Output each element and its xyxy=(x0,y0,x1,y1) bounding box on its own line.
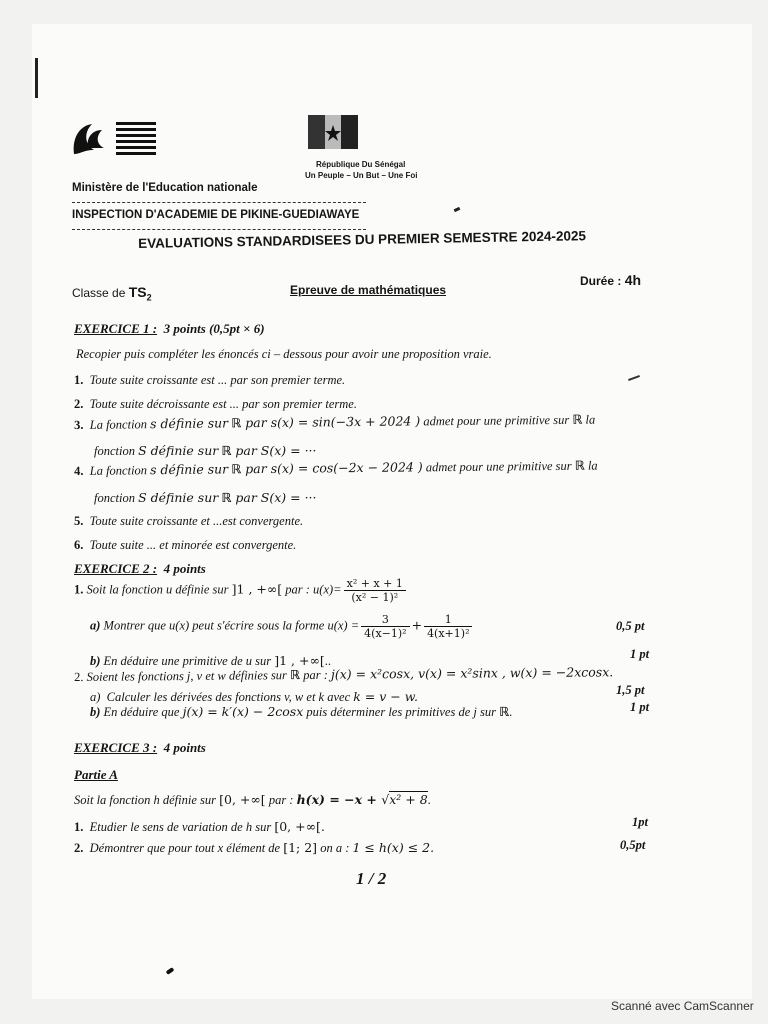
ex2-item-2a: a) Calculer les dérivées des fonctions v, w et k avec k = v − w. xyxy=(90,689,418,704)
divider xyxy=(72,229,366,230)
class-label: Classe de $TS_2$ xyxy=(72,284,152,303)
camscanner-watermark: Scanné avec CamScanner xyxy=(611,999,754,1013)
part-a-heading: Partie A xyxy=(74,767,118,782)
ex1-item-5: 5. Toute suite croissante et ...est convergente. xyxy=(74,514,304,528)
exercise-1-intro: Recopier puis compléter les énoncés ci – dessous pour avoir une proposition vraie. xyxy=(76,347,492,361)
ex2-item-1b-points: 1 pt xyxy=(630,647,650,661)
ex3-item-2: 2. Démontrer que pour tout x élément de [1; 2] on a : 1 ≤ h(x) ≤ 2. xyxy=(74,840,435,855)
scan-margin-mark xyxy=(35,58,38,98)
ex1-item-4-cont: fonction S définie sur ℝ par S(x) = ··· xyxy=(94,490,317,505)
ex2-item-2: 2. Soient les fonctions j, v et w définies sur ℝ par : j(x) = x²cosx, v(x) = x²sinx , w(x) = −2xcosx. xyxy=(74,664,614,684)
ex2-item-2b: b) En déduire que j(x) = k′(x) − 2cosx puis déterminer les primitives de j sur ℝ. xyxy=(90,704,513,719)
exercise-1-heading: EXERCICE 1 : 3 points (0,5pt × 6) xyxy=(74,321,265,336)
republic-label: République Du Sénégal xyxy=(316,160,406,169)
exercise-3-heading: EXERCICE 3 : 4 points xyxy=(74,740,206,755)
ex3-item-1-points: 1pt xyxy=(632,815,648,829)
divider xyxy=(72,202,366,203)
ex2-item-2b-points: 1 pt xyxy=(630,700,650,714)
ex1-item-2: 2. Toute suite décroissante est ... par son premier terme. xyxy=(74,397,357,411)
ministry-logo xyxy=(70,118,160,160)
page-number: 1 / 2 xyxy=(356,869,387,888)
ex2-item-1a-points: 0,5 pt xyxy=(616,619,645,633)
ex2-item-1a: a) Montrer que u(x) peut s'écrire sous la forme u(x) = $\frac{3}{\text{4(x−1)²}}$ + $\frac{1}{\text{4(x+1)²}}$ xyxy=(90,613,474,640)
subject-label: Epreuve de mathématiques xyxy=(290,283,447,297)
inspection-label: INSPECTION D'ACADEMIE DE PIKINE-GUEDIAWAYE xyxy=(72,209,360,221)
senegal-flag-icon xyxy=(308,115,358,149)
ex2-item-2a-points: 1,5 pt xyxy=(616,683,645,697)
ex2-item-1b: b) En déduire une primitive de u sur ]1 , +∞[.. xyxy=(90,653,331,668)
duration-label: Durée : 4h xyxy=(580,272,642,288)
ex1-item-1: 1. Toute suite croissante est ... par son premier terme. xyxy=(74,373,346,387)
exam-title: EVALUATIONS STANDARDISEES DU PREMIER SEMESTRE 2024-2025 xyxy=(138,228,587,251)
ex3-item-2-points: 0,5pt xyxy=(620,838,646,852)
ex1-item-4: 4. La fonction s définie sur ℝ par s(x) = cos(−2x − 2024 ) admet pour une primitive sur ℝ la xyxy=(74,457,598,478)
ex2-item-1: 1. Soit la fonction u définie sur ]1 , +∞[ par : u(x)= $\frac{\text{x² + x + 1}}{\text{(x² − 1)²}}$ xyxy=(74,577,408,604)
ex1-item-3-cont: fonction S définie sur ℝ par S(x) = ··· xyxy=(94,443,317,458)
ministry-label: Ministère de l'Education nationale xyxy=(72,182,258,194)
ex1-item-3: 3. La fonction s définie sur ℝ par s(x) = sin(−3x + 2024 ) admet pour une primitive sur ℝ la xyxy=(74,411,596,432)
ex1-item-6: 6. Toute suite ... et minorée est convergente. xyxy=(74,538,297,552)
ex3-intro: Soit la fonction h définie sur [0, +∞[ par : h(x) = −x + √x² + 8. xyxy=(74,792,431,807)
motto-label: Un Peuple – Un But – Une Foi xyxy=(305,171,418,180)
ex3-item-1: 1. Etudier le sens de variation de h sur [0, +∞[. xyxy=(74,819,325,834)
exercise-2-heading: EXERCICE 2 : 4 points xyxy=(74,561,206,576)
